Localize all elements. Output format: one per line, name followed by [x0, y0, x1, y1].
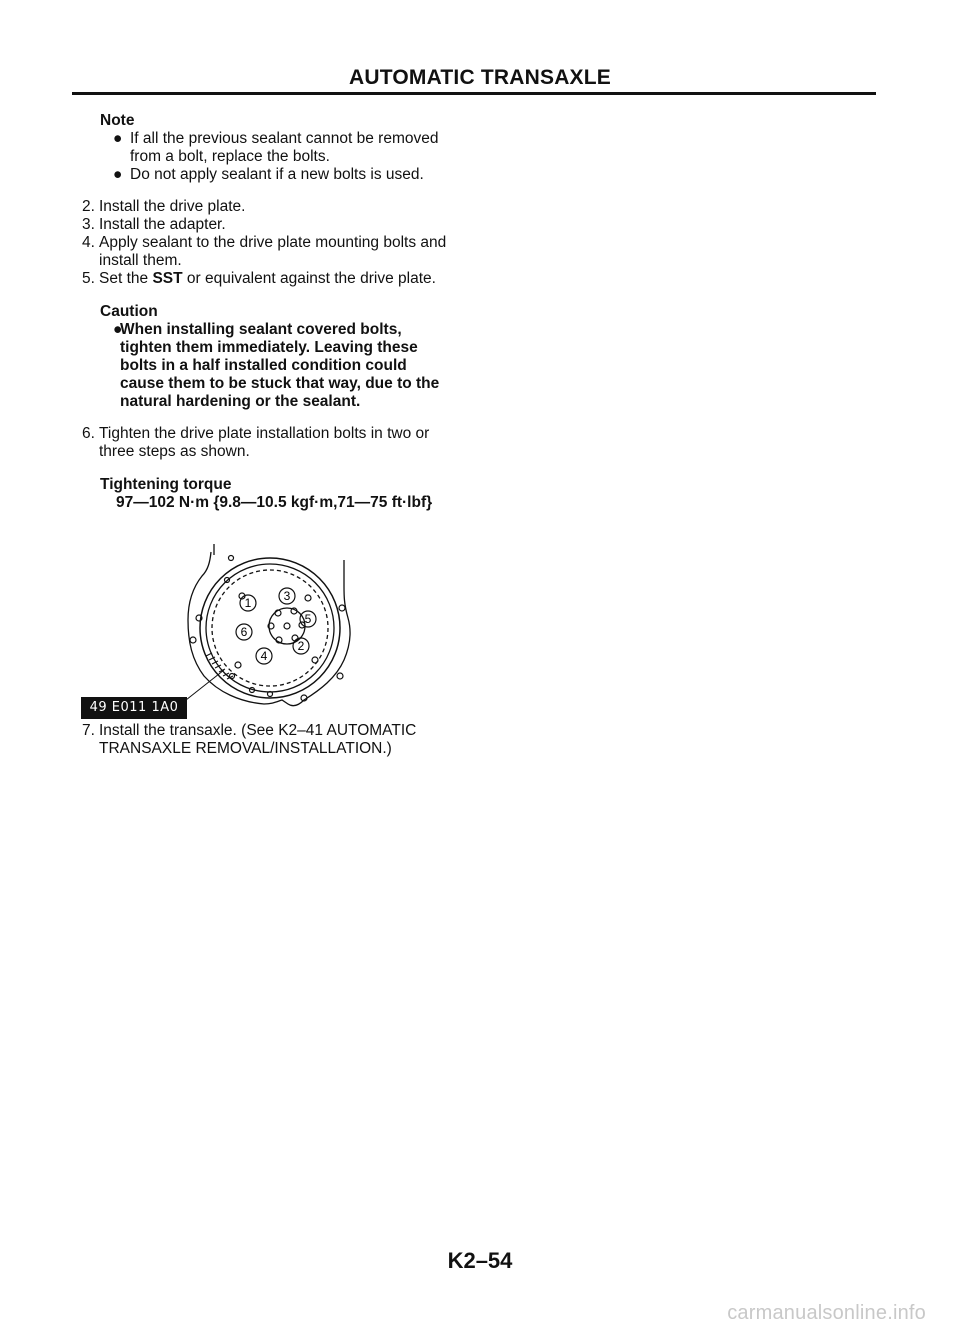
- bullet-icon: ●: [113, 321, 123, 338]
- sequence-5-marker: [300, 611, 316, 627]
- sequence-number: 1: [244, 596, 252, 610]
- sequence-2-marker: [293, 638, 309, 654]
- sst-label: SST: [152, 270, 183, 287]
- step-text: install them.: [99, 252, 182, 269]
- page-number: K2–54: [447, 1248, 513, 1273]
- torque-heading: Tightening torque: [100, 476, 232, 493]
- step-text: TRANSAXLE REMOVAL/INSTALLATION.): [99, 740, 392, 757]
- sequence-1-marker: [240, 595, 256, 611]
- watermark: carmanualsonline.info: [727, 1302, 926, 1324]
- step-number: 6.: [82, 425, 95, 442]
- sequence-number: 3: [283, 589, 291, 603]
- sequence-number: 2: [297, 639, 305, 653]
- caution-heading: Caution: [100, 303, 158, 320]
- bullet-icon: ●: [113, 166, 123, 183]
- sequence-number: 5: [304, 612, 312, 626]
- caution-line: natural hardening or the sealant.: [120, 393, 361, 410]
- header-rule: [72, 92, 876, 95]
- step-number: 3.: [82, 216, 95, 233]
- caution-line: tighten them immediately. Leaving these: [120, 339, 418, 356]
- figure-label: 49 E011 1A0: [81, 697, 187, 719]
- caution-line: bolts in a half installed condition could: [120, 357, 407, 374]
- sequence-number: 6: [240, 625, 248, 639]
- page-title: AUTOMATIC TRANSAXLE: [348, 66, 611, 89]
- bullet-icon: ●: [113, 130, 123, 147]
- step-number: 4.: [82, 234, 95, 251]
- step-text: three steps as shown.: [99, 443, 250, 460]
- drive-plate-diagram: [184, 540, 360, 720]
- step-text-post: or equivalent against the drive plate.: [182, 270, 436, 287]
- note-item-line: from a bolt, replace the bolts.: [130, 148, 330, 165]
- torque-value: 97—102 N·m {9.8—10.5 kgf·m,71—75 ft·lbf}: [116, 494, 433, 511]
- step-text: Install the transaxle. (See K2–41 AUTOMATIC: [99, 722, 417, 739]
- note-item-line: If all the previous sealant cannot be removed: [130, 130, 439, 147]
- step-text: Tighten the drive plate installation bolts in two or: [99, 425, 430, 442]
- step-number: 5.: [82, 270, 95, 287]
- sequence-3-marker: [279, 588, 295, 604]
- sequence-number: 4: [260, 649, 268, 663]
- note-item-line: Do not apply sealant if a new bolts is used.: [130, 166, 424, 183]
- step-text: Install the drive plate.: [99, 198, 246, 215]
- note-heading: Note: [100, 112, 135, 129]
- sequence-6-marker: [236, 624, 252, 640]
- sequence-4-marker: [256, 648, 272, 664]
- caution-line: cause them to be stuck that way, due to the: [120, 375, 440, 392]
- step-text: [99, 270, 436, 288]
- caution-line: When installing sealant covered bolts,: [120, 321, 402, 338]
- step-number: 2.: [82, 198, 95, 215]
- step-text: Apply sealant to the drive plate mounting bolts and: [99, 234, 447, 251]
- step-number: 7.: [82, 722, 95, 739]
- step-text-pre: Set the: [99, 270, 153, 287]
- step-text: Install the adapter.: [99, 216, 226, 233]
